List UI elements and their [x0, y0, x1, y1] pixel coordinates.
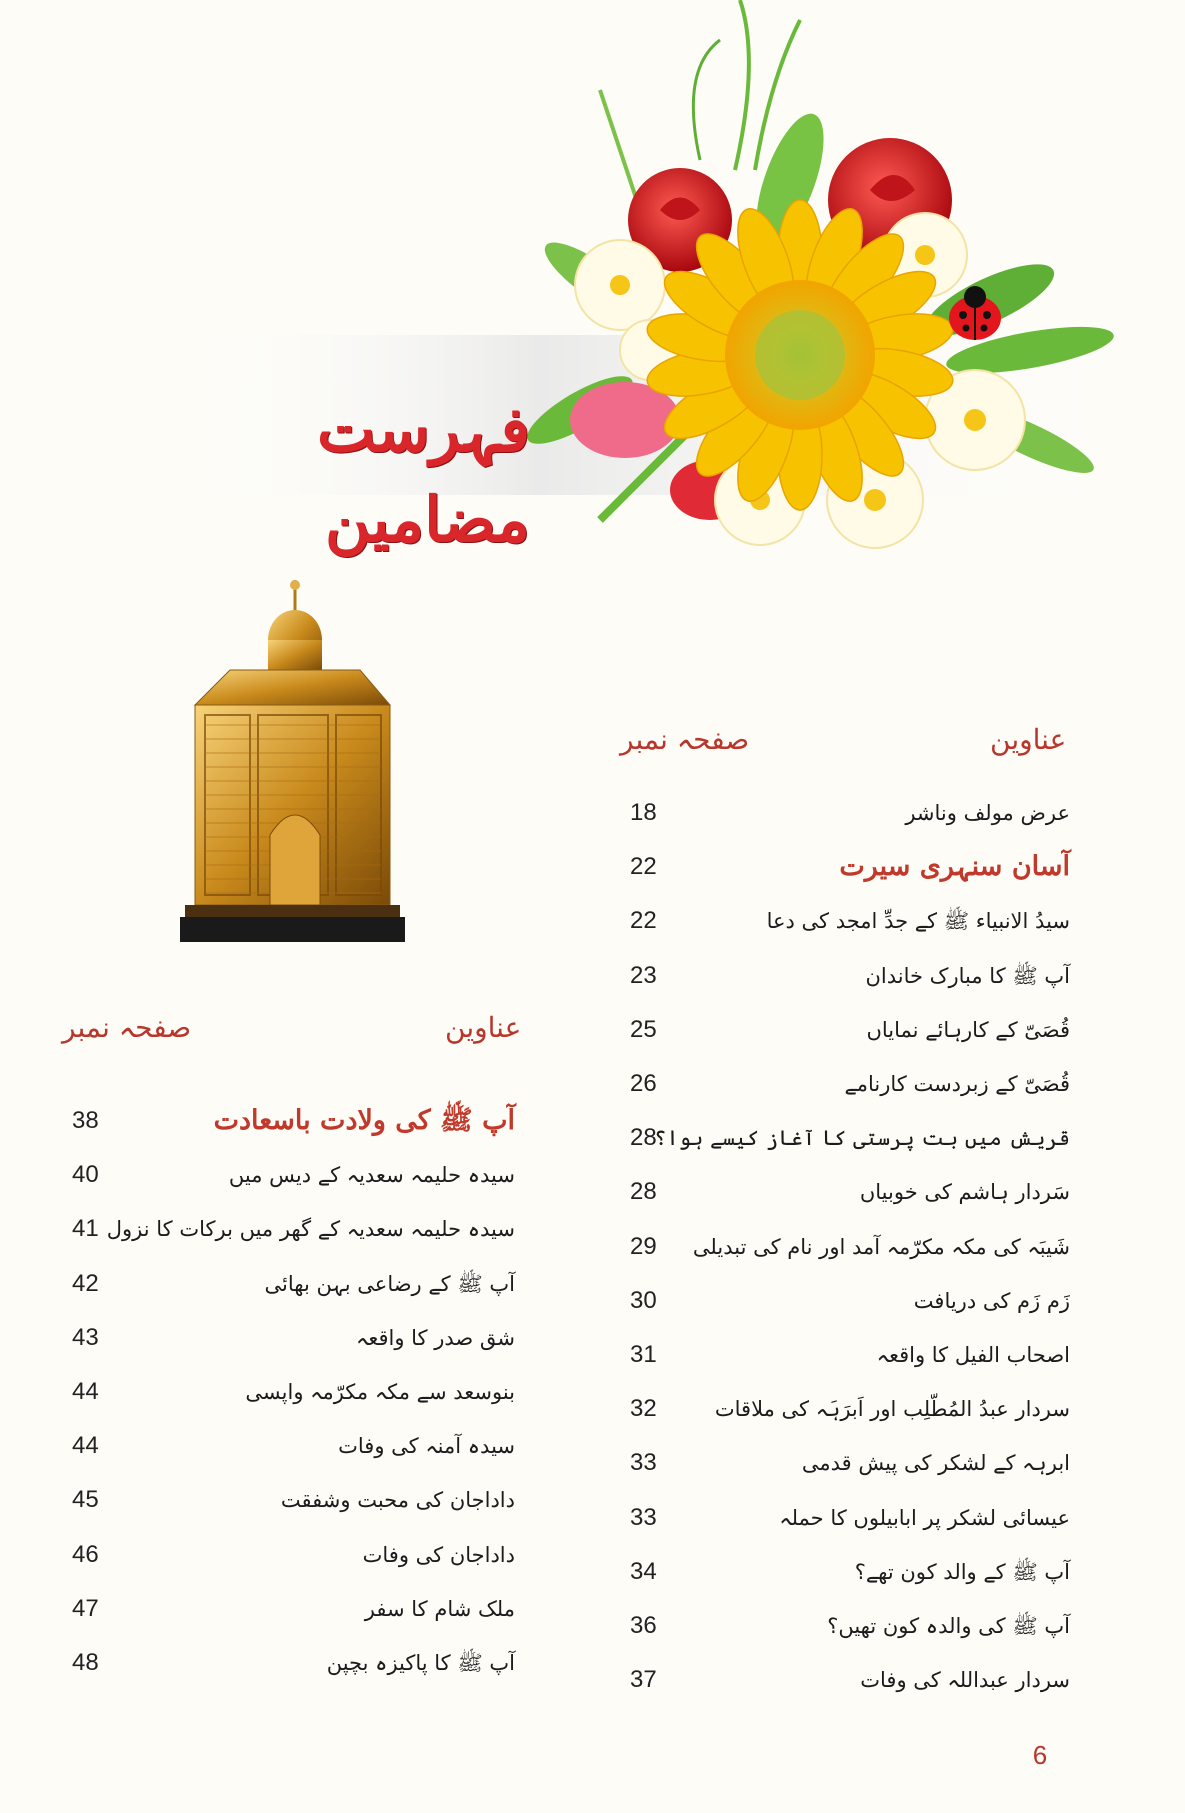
- left-heading-topics: عناوین: [445, 1011, 522, 1044]
- toc-title: سردار عبداللہ کی وفات: [860, 1668, 1070, 1693]
- toc-title: سیدہ حلیمہ سعدیہ کے گھر میں برکات کا نزول: [106, 1217, 515, 1242]
- right-toc-row[interactable]: [620, 1278, 1070, 1324]
- page-title: فہرست مضامین: [316, 393, 530, 556]
- toc-page-number: 32: [630, 1395, 657, 1423]
- toc-page-number: 31: [630, 1341, 657, 1368]
- page-number: 6: [1032, 1740, 1048, 1770]
- toc-page-number: 29: [630, 1232, 657, 1260]
- right-toc-row[interactable]: [620, 1061, 1070, 1107]
- toc-title: داداجان کی وفات: [362, 1542, 515, 1567]
- left-toc-row[interactable]: [60, 1477, 515, 1523]
- toc-title: قُصَیّ کے زبردست کارنامے: [844, 1072, 1070, 1096]
- toc-page-number: 42: [72, 1269, 99, 1297]
- toc-page-number: 36: [630, 1612, 657, 1639]
- toc-page-number: 33: [630, 1449, 657, 1477]
- left-toc-row[interactable]: [60, 1423, 515, 1469]
- toc-title: داداجان کی محبت وشفقت: [280, 1488, 515, 1513]
- left-heading-page: صفحہ نمبر: [62, 1011, 192, 1044]
- toc-title: سیدہ حلیمہ سعدیہ کے دیس میں: [228, 1163, 515, 1188]
- toc-title: آپ ﷺ کی والدہ کون تھیں؟: [827, 1614, 1070, 1638]
- right-toc-row[interactable]: [620, 1007, 1070, 1053]
- toc-page-number: 44: [72, 1432, 99, 1460]
- toc-title: سیدہ آمنہ کی وفات: [338, 1434, 515, 1459]
- right-toc-row[interactable]: [620, 1169, 1070, 1215]
- toc-title: قریش میں بت پرستی کا آغاز کیسے ہوا؟: [654, 1126, 1070, 1151]
- left-toc-row[interactable]: [60, 1206, 515, 1252]
- left-toc-row[interactable]: [60, 1369, 515, 1415]
- right-toc-row[interactable]: [620, 1332, 1070, 1378]
- left-toc-row[interactable]: [60, 1315, 515, 1361]
- left-toc-row[interactable]: [60, 1261, 515, 1307]
- right-heading-topics: عناوین: [990, 723, 1067, 756]
- toc-page-number: 33: [630, 1503, 657, 1531]
- right-toc-row[interactable]: [620, 790, 1070, 836]
- right-heading-page: صفحہ نمبر: [620, 723, 750, 756]
- toc-page-number: 38: [72, 1107, 99, 1134]
- right-toc-row[interactable]: [620, 1224, 1070, 1270]
- toc-title: عرض مولف وناشر: [905, 801, 1070, 825]
- toc-title: قُصَیّ کے کارہائے نمایاں: [866, 1017, 1070, 1042]
- toc-page-number: 45: [72, 1486, 99, 1514]
- toc-page-number: 41: [72, 1215, 99, 1243]
- toc-title: آپ ﷺ کے رضاعی بہن بھائی: [264, 1271, 515, 1296]
- toc-page-number: 28: [630, 1178, 657, 1206]
- toc-page-number: 23: [630, 961, 657, 989]
- toc-title: آپ ﷺ کا پاکیزہ بچپن: [326, 1651, 515, 1675]
- toc-title: عیسائی لشکر پر ابابیلوں کا حملہ: [779, 1505, 1070, 1530]
- toc-page-number: 47: [72, 1594, 99, 1622]
- toc-page-number: 30: [630, 1286, 657, 1314]
- toc-page-number: 40: [72, 1161, 99, 1189]
- toc-page-number: 48: [72, 1649, 99, 1676]
- left-toc-row[interactable]: [60, 1586, 515, 1632]
- toc-page-number: 22: [630, 853, 657, 881]
- toc-title: آسان سنہری سیرت: [839, 851, 1070, 883]
- left-toc-row[interactable]: [60, 1098, 515, 1144]
- left-toc-row[interactable]: [60, 1532, 515, 1578]
- right-toc-row[interactable]: [620, 1549, 1070, 1595]
- right-toc-row[interactable]: [620, 1657, 1070, 1703]
- toc-title: سیدُ الانبیاء ﷺ کے جدِّ امجد کی دعا: [766, 909, 1070, 934]
- toc-title: ابرہہ کے لشکر کی پیش قدمی: [801, 1451, 1070, 1476]
- toc-page-number: 43: [72, 1323, 99, 1351]
- toc-title: آپ ﷺ کے والد کون تھے؟: [854, 1559, 1070, 1584]
- shrine-illustration: [180, 580, 405, 942]
- toc-title: آپ ﷺ کی ولادت باسعادت: [213, 1105, 515, 1136]
- right-toc-row[interactable]: [620, 1603, 1070, 1649]
- right-toc-row[interactable]: [620, 898, 1070, 944]
- toc-title: ملک شام کا سفر: [364, 1596, 515, 1621]
- toc-page-number: 26: [630, 1070, 657, 1097]
- toc-page-number: 18: [630, 799, 657, 826]
- right-toc-row[interactable]: [620, 844, 1070, 890]
- right-toc-row[interactable]: [620, 953, 1070, 999]
- right-toc-row[interactable]: [620, 1386, 1070, 1432]
- left-toc-row[interactable]: [60, 1152, 515, 1198]
- toc-page-number: 46: [72, 1540, 99, 1568]
- toc-page-number: 37: [630, 1666, 657, 1694]
- toc-page-number: 25: [630, 1015, 657, 1043]
- toc-page-number: 44: [72, 1378, 99, 1405]
- right-toc-row[interactable]: [620, 1495, 1070, 1541]
- toc-page-number: 34: [630, 1557, 657, 1585]
- toc-page-number: 28: [630, 1124, 657, 1152]
- toc-title: آپ ﷺ کا مبارک خاندان: [865, 963, 1070, 988]
- toc-title: سَردار ہاشم کی خوبیاں: [859, 1180, 1070, 1205]
- right-toc-row[interactable]: [620, 1440, 1070, 1486]
- toc-title: بنوسعد سے مکہ مکرّمہ واپسی: [245, 1380, 515, 1404]
- left-toc-row[interactable]: [60, 1640, 515, 1686]
- toc-title: سردار عبدُ المُطّلِب اور اَبرَہَہ کی ملاقات: [714, 1397, 1070, 1422]
- toc-title: شق صدر کا واقعہ: [356, 1325, 515, 1350]
- toc-title: شَیبَہ کی مکہ مکرّمہ آمد اور نام کی تبدیلی: [692, 1234, 1070, 1259]
- toc-title: اصحاب الفیل کا واقعہ: [876, 1343, 1070, 1367]
- toc-page-number: 22: [630, 907, 657, 935]
- right-toc-row[interactable]: [620, 1115, 1070, 1161]
- toc-title: زَم زَم کی دریافت: [913, 1288, 1070, 1313]
